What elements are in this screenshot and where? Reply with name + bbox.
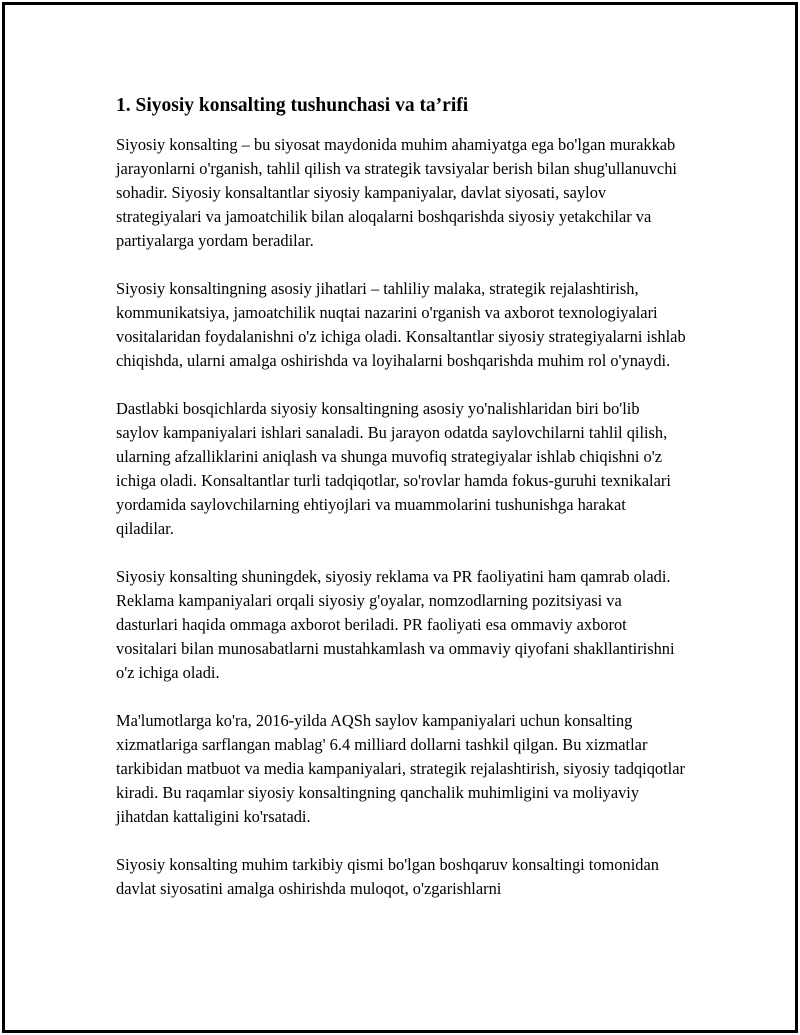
document-body xyxy=(116,93,686,925)
paragraph-6: Siyosiy konsalting muhim tarkibiy qismi bo'lgan boshqaruv konsaltingi tomonidan davlat siyosatini amalga oshirishda muloqot, o'zgarishlarni xyxy=(116,855,659,898)
paragraph-3: Dastlabki bosqichlarda siyosiy konsaltingning asosiy yo'nalishlaridan biri bo'lib saylov kampaniyalari ishlari sanaladi. Bu jarayon odatda saylovchilarni tahlil qilish, ularning afzalliklarini aniqlash va shunga muvofiq strategiyalar ishlab chiqishni o'z ichiga oladi. Konsaltantlar turli tadqiqotlar, so'rovlar hamda fokus-guruhi texnikalari yordamida saylovchilarning ehtiyojlari va muammolarini tushunishga harakat qiladilar. xyxy=(116,399,671,538)
paragraph-2: Siyosiy konsaltingning asosiy jihatlari – tahliliy malaka, strategik rejalashtirish, kommunikatsiya, jamoatchilik nuqtai nazarini o'rganish va axborot texnologiyalari vositalaridan foydalanishni o'z ichiga oladi. Konsaltantlar siyosiy strategiyalarni ishlab chiqishda, ularni amalga oshirishda va loyihalarni boshqarishda muhim rol o'ynaydi. xyxy=(116,279,686,370)
paragraph-5: Ma'lumotlarga ko'ra, 2016-yilda AQSh saylov kampaniyalari uchun konsalting xizmatlariga sarflangan mablag' 6.4 milliard dollarni tashkil qilgan. Bu xizmatlar tarkibidan matbuot va media kampaniyalari, strategik rejalashtirish, siyosiy tadqiqotlar kiradi. Bu raqamlar siyosiy konsaltingning qanchalik muhimligini va moliyaviy jihatdan kattaligini ko'rsatadi. xyxy=(116,711,685,826)
paragraph-1: Siyosiy konsalting – bu siyosat maydonida muhim ahamiyatga ega bo'lgan murakkab jarayonlarni o'rganish, tahlil qilish va strategik tavsiyalar berish bilan shug'ullanuvchi sohadir. Siyosiy konsaltantlar siyosiy kampaniyalar, davlat siyosati, saylov strategiyalari va jamoatchilik bilan aloqalarni boshqarishda siyosiy yetakchilar va partiyalarga yordam beradilar. xyxy=(116,135,677,250)
paragraph-4: Siyosiy konsalting shuningdek, siyosiy reklama va PR faoliyatini ham qamrab oladi. Reklama kampaniyalari orqali siyosiy g'oyalar, nomzodlarning pozitsiyasi va dasturlari haqida ommaga axborot beriladi. PR faoliyati esa ommaviy axborot vositalari bilan munosabatlarni mustahkamlash va ommaviy qiyofani shakllantirishni o'z ichiga oladi. xyxy=(116,567,675,682)
section-heading: 1. Siyosiy konsalting tushunchasi va ta’rifi xyxy=(116,95,469,116)
